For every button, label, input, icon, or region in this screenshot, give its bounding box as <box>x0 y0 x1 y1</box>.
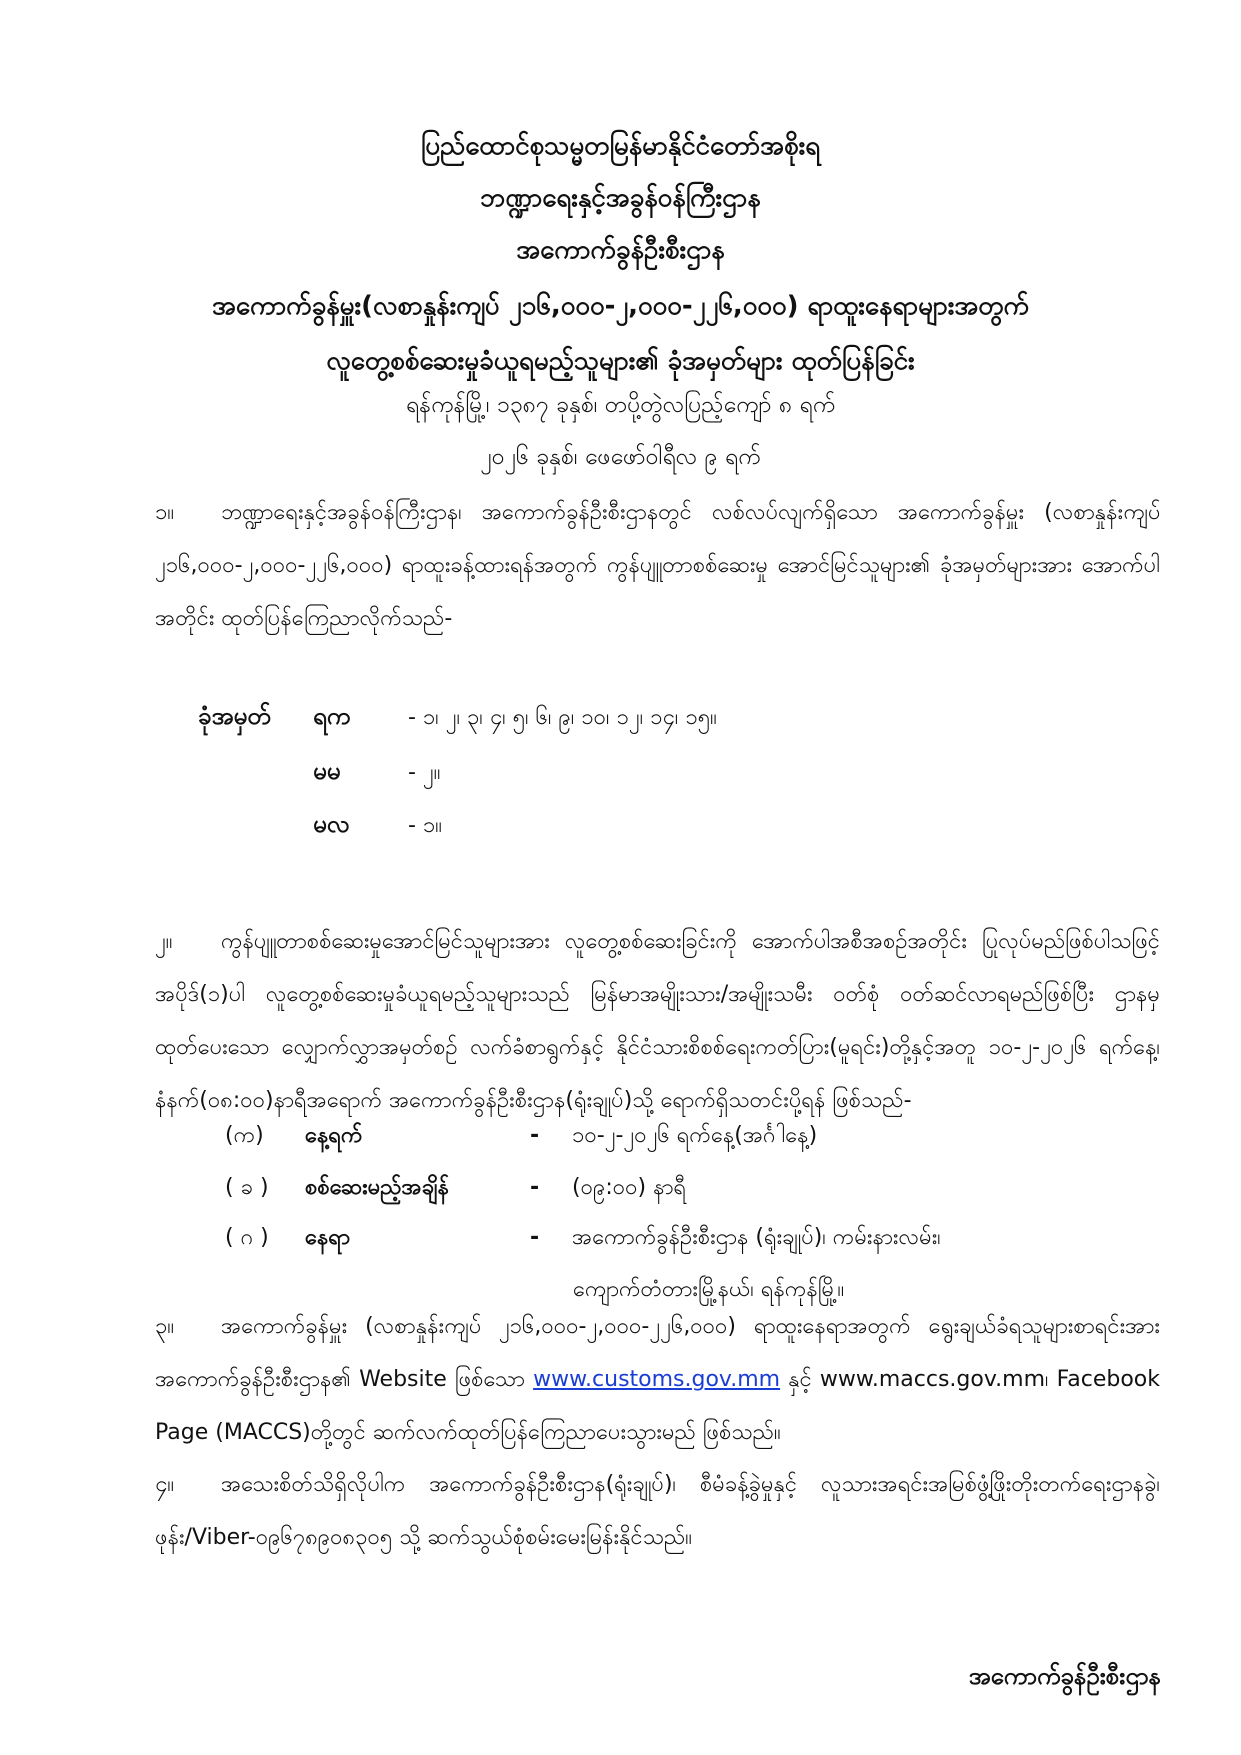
schedule-item <box>225 1172 686 1205</box>
roll-number-row <box>198 700 717 736</box>
government-heading: ပြည်ထောင်စုသမ္မတမြန်မာနိုင်ငံတော်အစိုးရ <box>420 131 821 161</box>
roll-values: - ၁။ <box>408 813 442 838</box>
paragraph-text: အကောက်ခွန်မှူး (လစာနှုန်းကျပ် ၂၁၆,၀၀၀-၂,၀၀၀-၂၂၆,၀၀၀) ရာထူးနေရာအတွက် ရွေးချယ်ခံရသူများစာရင်းအား အကောက်ခွန်ဦးစီးဌာန၏ Website ဖြစ်သော <box>155 1314 1160 1392</box>
schedule-item <box>225 1222 941 1255</box>
schedule-location-continued: ကျောက်တံတားမြို့နယ်၊ ရန်ကုန်မြို့။ <box>573 1277 845 1302</box>
roll-number-label: ခုံအမှတ် <box>198 702 271 730</box>
signature-department: အကောက်ခွန်ဦးစီးဌာန <box>968 1662 1161 1690</box>
paragraph-number: ၄။ <box>155 1472 175 1497</box>
schedule-dash: - <box>530 1175 540 1200</box>
roll-values: - ၁၊ ၂၊ ၃၊ ၄၊ ၅၊ ၆၊ ၉၊ ၁၀၊ ၁၂၊ ၁၄၊ ၁၅။ <box>408 705 717 730</box>
announcement-title-line1: အကောက်ခွန်မှူး(လစာနှုန်းကျပ် ၂၁၆,၀၀၀-၂,၀၀၀-၂၂၆,၀၀၀) ရာထူးနေရာများအတွက် <box>212 291 1029 321</box>
roll-number-row <box>198 808 442 844</box>
schedule-key: နေရာ <box>305 1225 351 1250</box>
schedule-item <box>225 1120 817 1153</box>
paragraph-1 <box>155 486 1160 645</box>
roll-prefix: မလ <box>313 810 350 838</box>
paragraph-2 <box>155 915 1160 1127</box>
roll-number-row <box>198 755 440 791</box>
schedule-label: ( ခ ) <box>225 1175 269 1200</box>
date-myanmar: ရန်ကုန်မြို့၊ ၁၃၈၇ ခုနှစ်၊ တပို့တွဲလပြည့်ကျော် ၈ ရက် <box>405 392 836 418</box>
paragraph-text: ကွန်ပျူတာစစ်ဆေးမှုအောင်မြင်သူများအား လူတွေ့စစ်ဆေးခြင်းကို အောက်ပါအစီအစဉ်အတိုင်း ပြုလုပ်မည်ဖြစ်ပါသဖြင့် အပိုဒ်(၁)ပါ လူတွေ့စစ်ဆေးမှုခံယူရမည့်သူများသည် မြန်မာအမျိုးသား/အမျိုးသမီး ဝတ်စုံ ဝတ်ဆင်လာရမည်ဖြစ်ပြီး ဌာနမှ ထုတ်ပေးသော လျှောက်လွှာအမှတ်စဉ် လက်ခံစာရွက်နှင့် နိုင်ငံသားစိစစ်ရေးကတ်ပြား(မူရင်း)တို့နှင့်အတူ ၁၀-၂-၂၀၂၆ ရက်နေ့၊ နံနက်(၀၈:၀၀)နာရီအရောက် အကောက်ခွန်ဦးစီးဌာန(ရုံးချုပ်)သို့ ရောက်ရှိသတင်းပို့ရန် ဖြစ်သည်- <box>155 929 1160 1113</box>
schedule-value: အကောက်ခွန်ဦးစီးဌာန (ရုံးချုပ်)၊ ကမ်းနားလမ်း၊ <box>572 1225 941 1250</box>
schedule-key: နေ့ရက် <box>305 1123 363 1148</box>
ministry-heading: ဘဏ္ဍာရေးနှင့်အခွန်ဝန်ကြီးဌာန <box>480 183 761 213</box>
roll-prefix: မမ <box>313 757 341 785</box>
announcement-title-line2: လူတွေ့စစ်ဆေးမှုခံယူရမည့်သူများ၏ ခုံအမှတ်များ ထုတ်ပြန်ခြင်း <box>326 346 915 376</box>
date-gregorian: ၂၀၂၆ ခုနှစ်၊ ဖေဖော်ဝါရီလ ၉ ရက် <box>480 444 761 470</box>
paragraph-number: ၃။ <box>155 1314 175 1339</box>
paragraph-text: နှင့် www.maccs.gov.mm၊ Facebook Page (MACCS)တို့တွင် ဆက်လက်ထုတ်ပြန်ကြေညာပေးသွားမည် ဖြစ်သည်။ <box>155 1367 1160 1445</box>
paragraph-number: ၂။ <box>155 929 173 954</box>
paragraph-text: အသေးစိတ်သိရှိလိုပါက အကောက်ခွန်ဦးစီးဌာန(ရုံးချုပ်)၊ စီမံခန့်ခွဲမှုနှင့် လူသားအရင်းအမြစ်ဖွံ့ဖြိုးတိုးတက်ရေးဌာနခွဲ၊ ဖုန်း/Viber-၀၉၆၇၈၉၀၈၃၀၅ သို့ ဆက်သွယ်စုံစမ်းမေးမြန်းနိုင်သည်။ <box>155 1472 1160 1550</box>
schedule-dash: - <box>530 1123 540 1148</box>
roll-values: - ၂။ <box>408 760 441 785</box>
paragraph-text: ဘဏ္ဍာရေးနှင့်အခွန်ဝန်ကြီးဌာန၊ အကောက်ခွန်ဦးစီးဌာနတွင် လစ်လပ်လျက်ရှိသော အကောက်ခွန်မှူး (လစာနှုန်းကျပ် ၂၁၆,၀၀၀-၂,၀၀၀-၂၂၆,၀၀၀) ရာထူးခန့်ထားရန်အတွက် ကွန်ပျူတာစစ်ဆေးမှု အောင်မြင်သူများ၏ ခုံအမှတ်များအား အောက်ပါအတိုင်း ထုတ်ပြန်ကြေညာလိုက်သည်- <box>155 500 1160 631</box>
roll-prefix: ရက <box>313 702 351 730</box>
schedule-dash: - <box>530 1225 540 1250</box>
paragraph-3 <box>155 1300 1160 1459</box>
department-heading: အကောက်ခွန်ဦးစီးဌာန <box>516 235 725 265</box>
schedule-label: ( ဂ ) <box>225 1225 269 1250</box>
customs-website-link[interactable]: www.customs.gov.mm <box>533 1367 781 1392</box>
schedule-key: စစ်ဆေးမည့်အချိန် <box>305 1175 449 1200</box>
paragraph-number: ၁။ <box>155 500 175 525</box>
schedule-value: (၀၉:၀၀) နာရီ <box>572 1175 687 1200</box>
paragraph-4 <box>155 1458 1160 1564</box>
schedule-value: ၁၀-၂-၂၀၂၆ ရက်နေ့(အင်္ဂါနေ့) <box>572 1123 818 1148</box>
schedule-label: (က) <box>225 1123 264 1148</box>
